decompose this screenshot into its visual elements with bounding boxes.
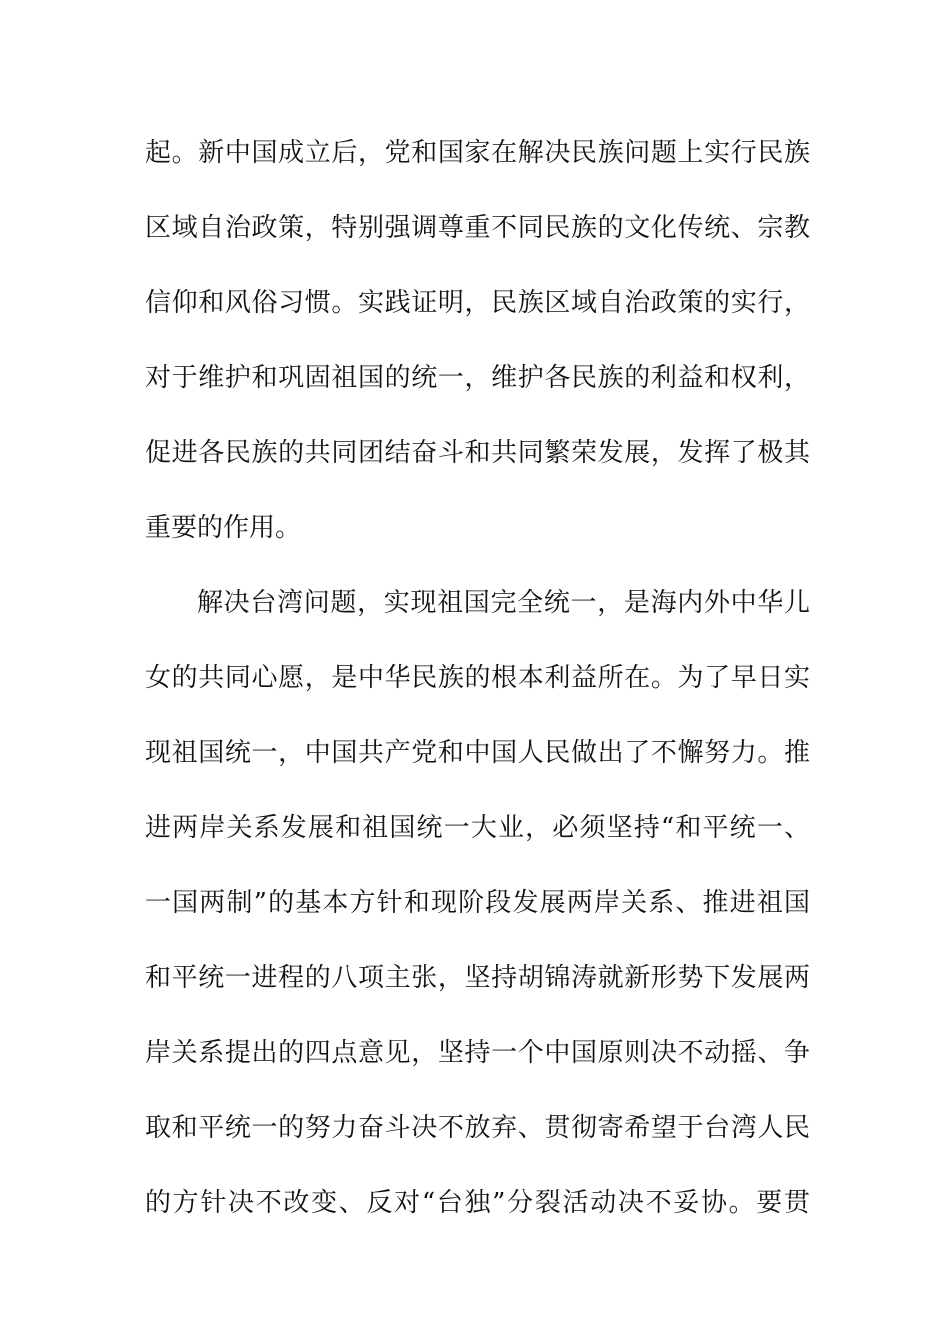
paragraph-2-line-2: 女的共同心愿，是中华民族的根本利益所在。为了早日实 [145, 663, 810, 693]
paragraph-2-line-9: 的方针决不改变、反对“台独”分裂活动决不妥协。要贯 [145, 1188, 810, 1218]
paragraph-1-line-2: 区域自治政策，特别强调尊重不同民族的文化传统、宗教 [145, 213, 810, 243]
paragraph-1-line-1: 起。新中国成立后，党和国家在解决民族问题上实行民族 [145, 138, 810, 168]
paragraph-2-line-1: 解决台湾问题，实现祖国完全统一，是海内外中华儿 [197, 588, 810, 618]
paragraph-1-line-3: 信仰和风俗习惯。实践证明，民族区域自治政策的实行， [145, 288, 810, 318]
paragraph-1-line-4: 对于维护和巩固祖国的统一，维护各民族的利益和权利， [145, 363, 810, 393]
paragraph-2-line-8: 取和平统一的努力奋斗决不放弃、贯彻寄希望于台湾人民 [145, 1113, 810, 1143]
paragraph-2-line-4: 进两岸关系发展和祖国统一大业，必须坚持“和平统一、 [145, 813, 810, 843]
paragraph-2-line-5: 一国两制”的基本方针和现阶段发展两岸关系、推进祖国 [145, 888, 810, 918]
paragraph-2-line-3: 现祖国统一，中国共产党和中国人民做出了不懈努力。推 [145, 738, 810, 768]
paragraph-1-line-6: 重要的作用。 [145, 513, 302, 543]
paragraph-2-line-6: 和平统一进程的八项主张，坚持胡锦涛就新形势下发展两 [145, 963, 810, 993]
paragraph-2-line-7: 岸关系提出的四点意见，坚持一个中国原则决不动摇、争 [145, 1038, 810, 1068]
paragraph-1-line-5: 促进各民族的共同团结奋斗和共同繁荣发展，发挥了极其 [145, 438, 810, 468]
